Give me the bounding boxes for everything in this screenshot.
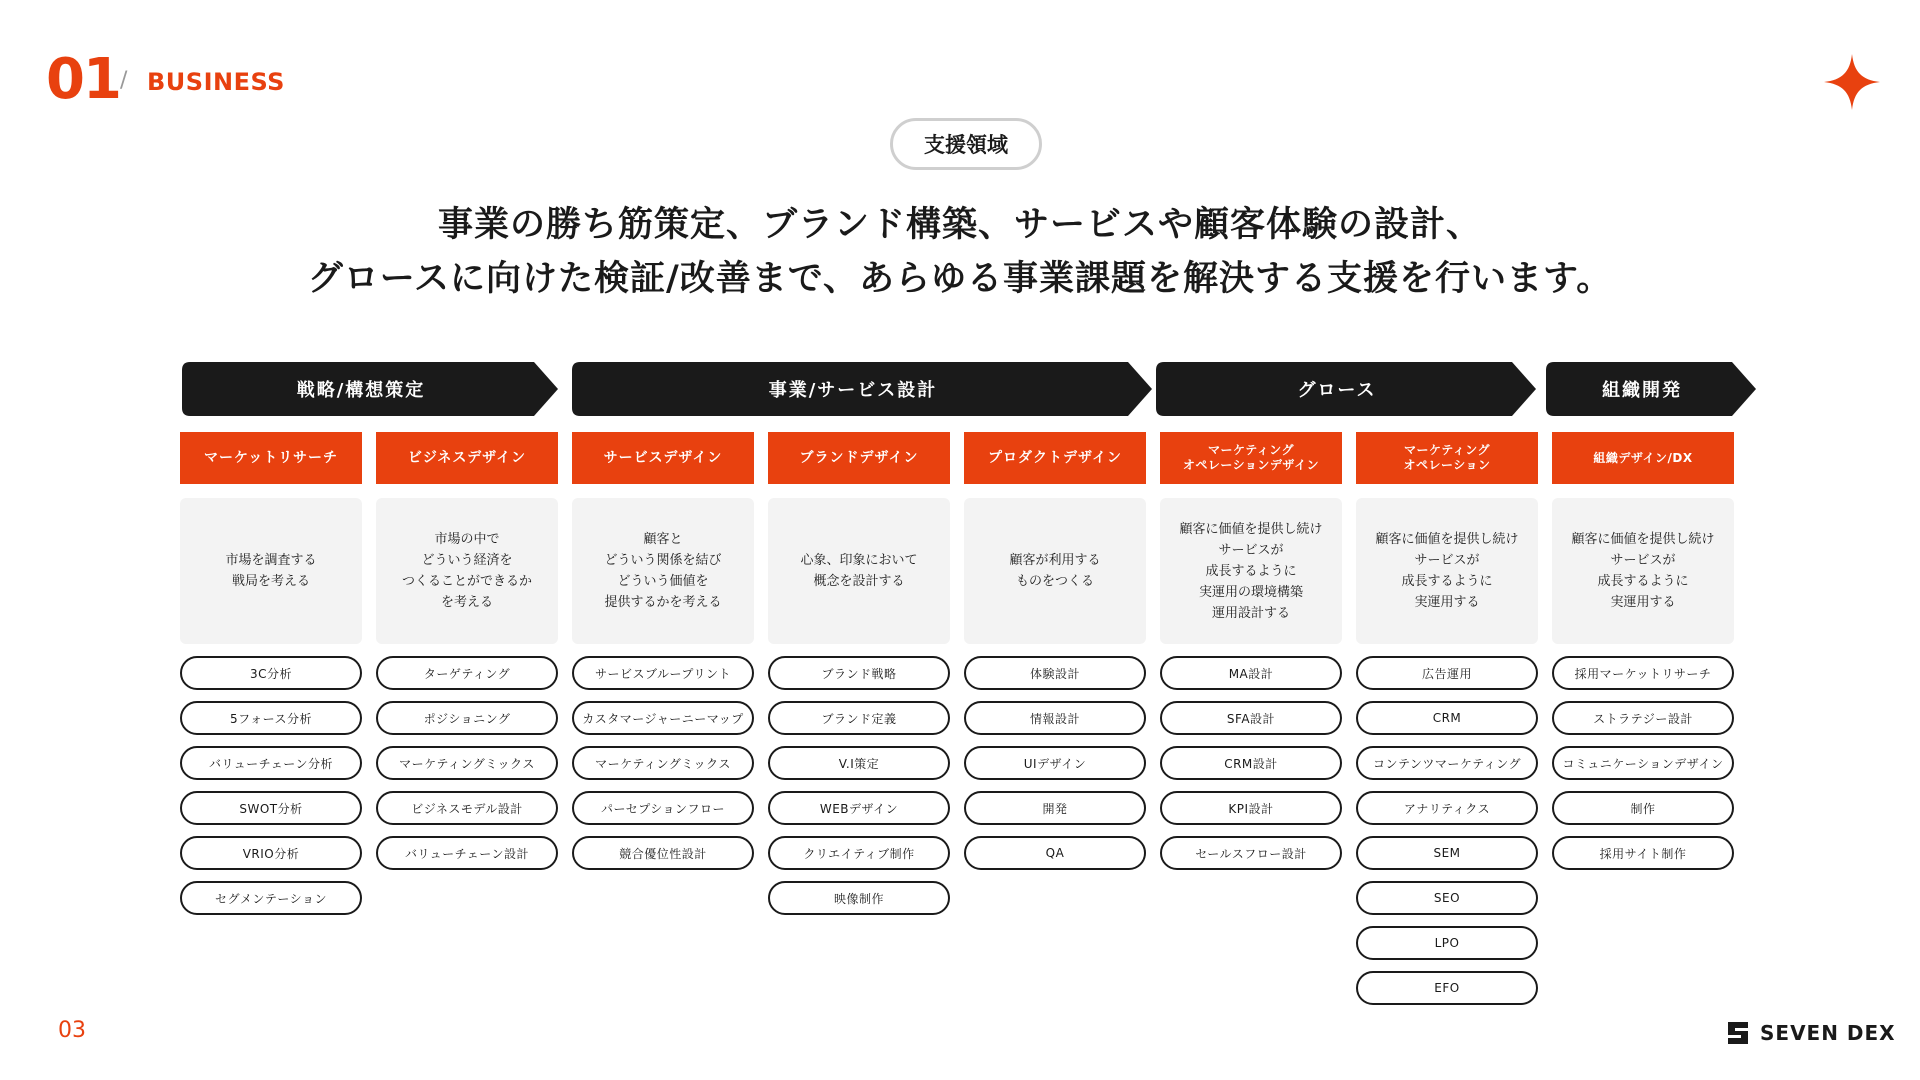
phase-service-design bbox=[572, 362, 1152, 416]
category-description: 顧客に価値を提供し続け サービスが 成長するように 実運用する bbox=[1552, 498, 1734, 644]
category-header: マーケットリサーチ bbox=[180, 432, 362, 484]
tag-list bbox=[1552, 656, 1734, 870]
star-icon bbox=[1824, 54, 1880, 110]
section-label: BUSINESS bbox=[147, 68, 285, 96]
column-service-design bbox=[572, 432, 754, 881]
tag-list bbox=[1356, 656, 1538, 1005]
category-header: マーケティング オペレーションデザイン bbox=[1160, 432, 1342, 484]
tag-chip: パーセプションフロー bbox=[572, 791, 754, 825]
phase-growth bbox=[1156, 362, 1536, 416]
category-header: サービスデザイン bbox=[572, 432, 754, 484]
phase-organization bbox=[1546, 362, 1756, 416]
tag-chip: CRM設計 bbox=[1160, 746, 1342, 780]
category-header: 組織デザイン/DX bbox=[1552, 432, 1734, 484]
tag-chip: 採用サイト制作 bbox=[1552, 836, 1734, 870]
tag-chip: ブランド定義 bbox=[768, 701, 950, 735]
tag-chip: 広告運用 bbox=[1356, 656, 1538, 690]
category-header: ビジネスデザイン bbox=[376, 432, 558, 484]
tag-chip: バリューチェーン分析 bbox=[180, 746, 362, 780]
category-description: 市場を調査する 戦局を考える bbox=[180, 498, 362, 644]
tag-list bbox=[768, 656, 950, 915]
category-description: 顧客が利用する ものをつくる bbox=[964, 498, 1146, 644]
support-area-pill: 支援領域 bbox=[890, 118, 1042, 170]
tag-chip: 採用マーケットリサーチ bbox=[1552, 656, 1734, 690]
tag-chip: 開発 bbox=[964, 791, 1146, 825]
tag-chip: セールスフロー設計 bbox=[1160, 836, 1342, 870]
tag-chip: マーケティングミックス bbox=[572, 746, 754, 780]
phase-strategy bbox=[182, 362, 558, 416]
category-header: ブランドデザイン bbox=[768, 432, 950, 484]
tag-chip: ビジネスモデル設計 bbox=[376, 791, 558, 825]
tag-chip: アナリティクス bbox=[1356, 791, 1538, 825]
column-product-design bbox=[964, 432, 1146, 881]
tag-chip: UIデザイン bbox=[964, 746, 1146, 780]
tag-chip: ストラテジー設計 bbox=[1552, 701, 1734, 735]
tag-list bbox=[572, 656, 754, 870]
category-description: 市場の中で どういう経済を つくることができるか を考える bbox=[376, 498, 558, 644]
tag-chip: 5フォース分析 bbox=[180, 701, 362, 735]
section-number: 01 bbox=[46, 47, 120, 112]
column-org-design-dx bbox=[1552, 432, 1734, 881]
tag-chip: QA bbox=[964, 836, 1146, 870]
tag-chip: 映像制作 bbox=[768, 881, 950, 915]
tag-chip: CRM bbox=[1356, 701, 1538, 735]
tag-list bbox=[964, 656, 1146, 870]
headline-line-2: グロースに向けた検証/改善まで、あらゆる事業課題を解決する支援を行います。 bbox=[307, 259, 1613, 299]
column-market-research bbox=[180, 432, 362, 926]
tag-list bbox=[1160, 656, 1342, 870]
headline bbox=[0, 198, 1920, 306]
tag-chip: SEM bbox=[1356, 836, 1538, 870]
category-description: 顧客に価値を提供し続け サービスが 成長するように 実運用の環境構築 運用設計する bbox=[1160, 498, 1342, 644]
category-description: 心象、印象において 概念を設計する bbox=[768, 498, 950, 644]
tag-chip: VRIO分析 bbox=[180, 836, 362, 870]
category-header: プロダクトデザイン bbox=[964, 432, 1146, 484]
brand-name: SEVEN DEX bbox=[1760, 1021, 1896, 1045]
tag-chip: SEO bbox=[1356, 881, 1538, 915]
tag-list bbox=[376, 656, 558, 870]
phase-label: 戦略/構想策定 bbox=[296, 380, 426, 401]
page-number: 03 bbox=[58, 1018, 86, 1043]
category-description: 顧客に価値を提供し続け サービスが 成長するように 実運用する bbox=[1356, 498, 1538, 644]
tag-chip: サービスブループリント bbox=[572, 656, 754, 690]
tag-chip: 体験設計 bbox=[964, 656, 1146, 690]
tag-chip: ターゲティング bbox=[376, 656, 558, 690]
column-marketing-ops bbox=[1356, 432, 1538, 1016]
headline-line-1: 事業の勝ち筋策定、ブランド構築、サービスや顧客体験の設計、 bbox=[437, 205, 1482, 245]
brand-logo bbox=[1726, 1020, 1896, 1046]
tag-chip: バリューチェーン設計 bbox=[376, 836, 558, 870]
tag-chip: セグメンテーション bbox=[180, 881, 362, 915]
tag-chip: MA設計 bbox=[1160, 656, 1342, 690]
tag-chip: WEBデザイン bbox=[768, 791, 950, 825]
tag-chip: 制作 bbox=[1552, 791, 1734, 825]
tag-chip: マーケティングミックス bbox=[376, 746, 558, 780]
phase-label: グロース bbox=[1297, 380, 1377, 401]
section-slash: / bbox=[120, 68, 128, 93]
seven-dex-logo-icon bbox=[1726, 1020, 1750, 1046]
category-description: 顧客と どういう関係を結び どういう価値を 提供するかを考える bbox=[572, 498, 754, 644]
tag-chip: クリエイティブ制作 bbox=[768, 836, 950, 870]
column-marketing-ops-design bbox=[1160, 432, 1342, 881]
tag-chip: 3C分析 bbox=[180, 656, 362, 690]
tag-chip: KPI設計 bbox=[1160, 791, 1342, 825]
tag-chip: LPO bbox=[1356, 926, 1538, 960]
tag-list bbox=[180, 656, 362, 915]
tag-chip: コンテンツマーケティング bbox=[1356, 746, 1538, 780]
column-brand-design bbox=[768, 432, 950, 926]
tag-chip: ブランド戦略 bbox=[768, 656, 950, 690]
tag-chip: SWOT分析 bbox=[180, 791, 362, 825]
phase-label: 事業/サービス設計 bbox=[768, 380, 938, 401]
tag-chip: 情報設計 bbox=[964, 701, 1146, 735]
phase-label: 組織開発 bbox=[1602, 380, 1682, 401]
tag-chip: EFO bbox=[1356, 971, 1538, 1005]
tag-chip: コミュニケーションデザイン bbox=[1552, 746, 1734, 780]
tag-chip: カスタマージャーニーマップ bbox=[572, 701, 754, 735]
column-business-design bbox=[376, 432, 558, 881]
tag-chip: SFA設計 bbox=[1160, 701, 1342, 735]
tag-chip: V.I策定 bbox=[768, 746, 950, 780]
category-header: マーケティング オペレーション bbox=[1356, 432, 1538, 484]
tag-chip: ポジショニング bbox=[376, 701, 558, 735]
tag-chip: 競合優位性設計 bbox=[572, 836, 754, 870]
